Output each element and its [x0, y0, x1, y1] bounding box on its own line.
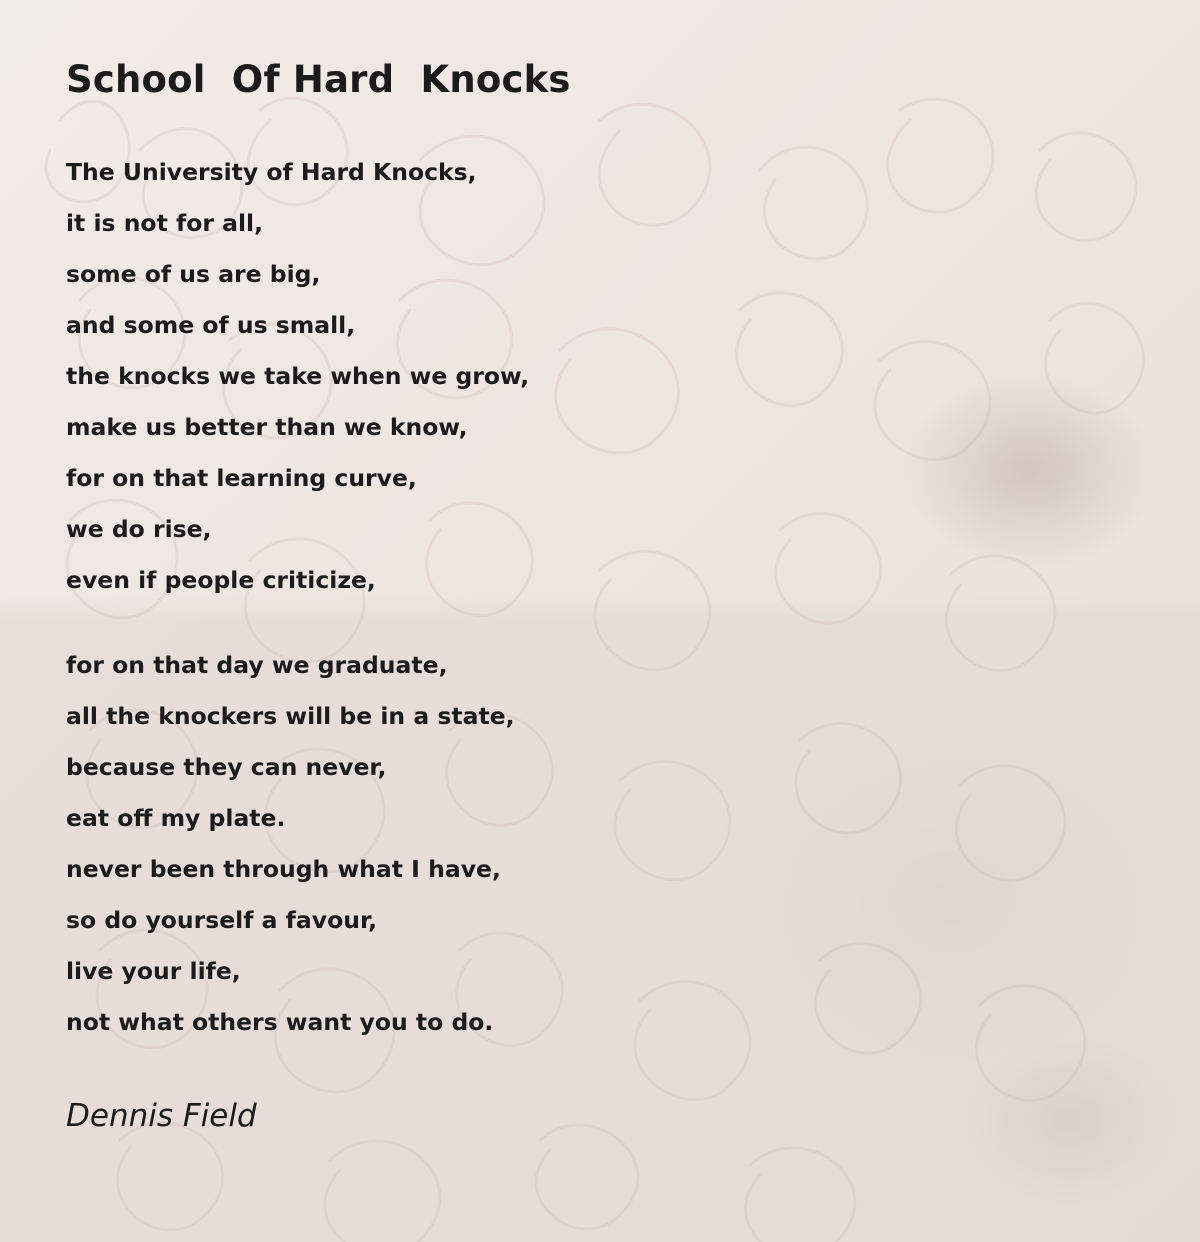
poem-line: and some of us small, — [66, 311, 356, 339]
stanza — [66, 147, 1140, 606]
poem-line: not what others want you to do. — [66, 1008, 494, 1036]
poem-line: the knocks we take when we grow, — [66, 362, 530, 390]
poem-line: it is not for all, — [66, 209, 264, 237]
author-name: Dennis Field — [66, 1098, 257, 1134]
poem-line: because they can never, — [66, 753, 387, 781]
poem-line: for on that learning curve, — [66, 464, 417, 492]
poem-line: for on that day we graduate, — [66, 651, 448, 679]
poem-line: some of us are big, — [66, 260, 321, 288]
poem-line: make us better than we know, — [66, 413, 468, 441]
poem-line: so do yourself a favour, — [66, 906, 378, 934]
poem-line: eat off my plate. — [66, 804, 286, 832]
stanza — [66, 640, 1140, 1048]
poem-line: we do rise, — [66, 515, 212, 543]
poem-line: even if people criticize, — [66, 566, 376, 594]
poem-line: live your life, — [66, 957, 241, 985]
page-title: School Of Hard Knocks — [66, 58, 571, 101]
poem-line: The University of Hard Knocks, — [66, 158, 477, 186]
poem-line: never been through what I have, — [66, 855, 501, 883]
poem-line: all the knockers will be in a state, — [66, 702, 515, 730]
